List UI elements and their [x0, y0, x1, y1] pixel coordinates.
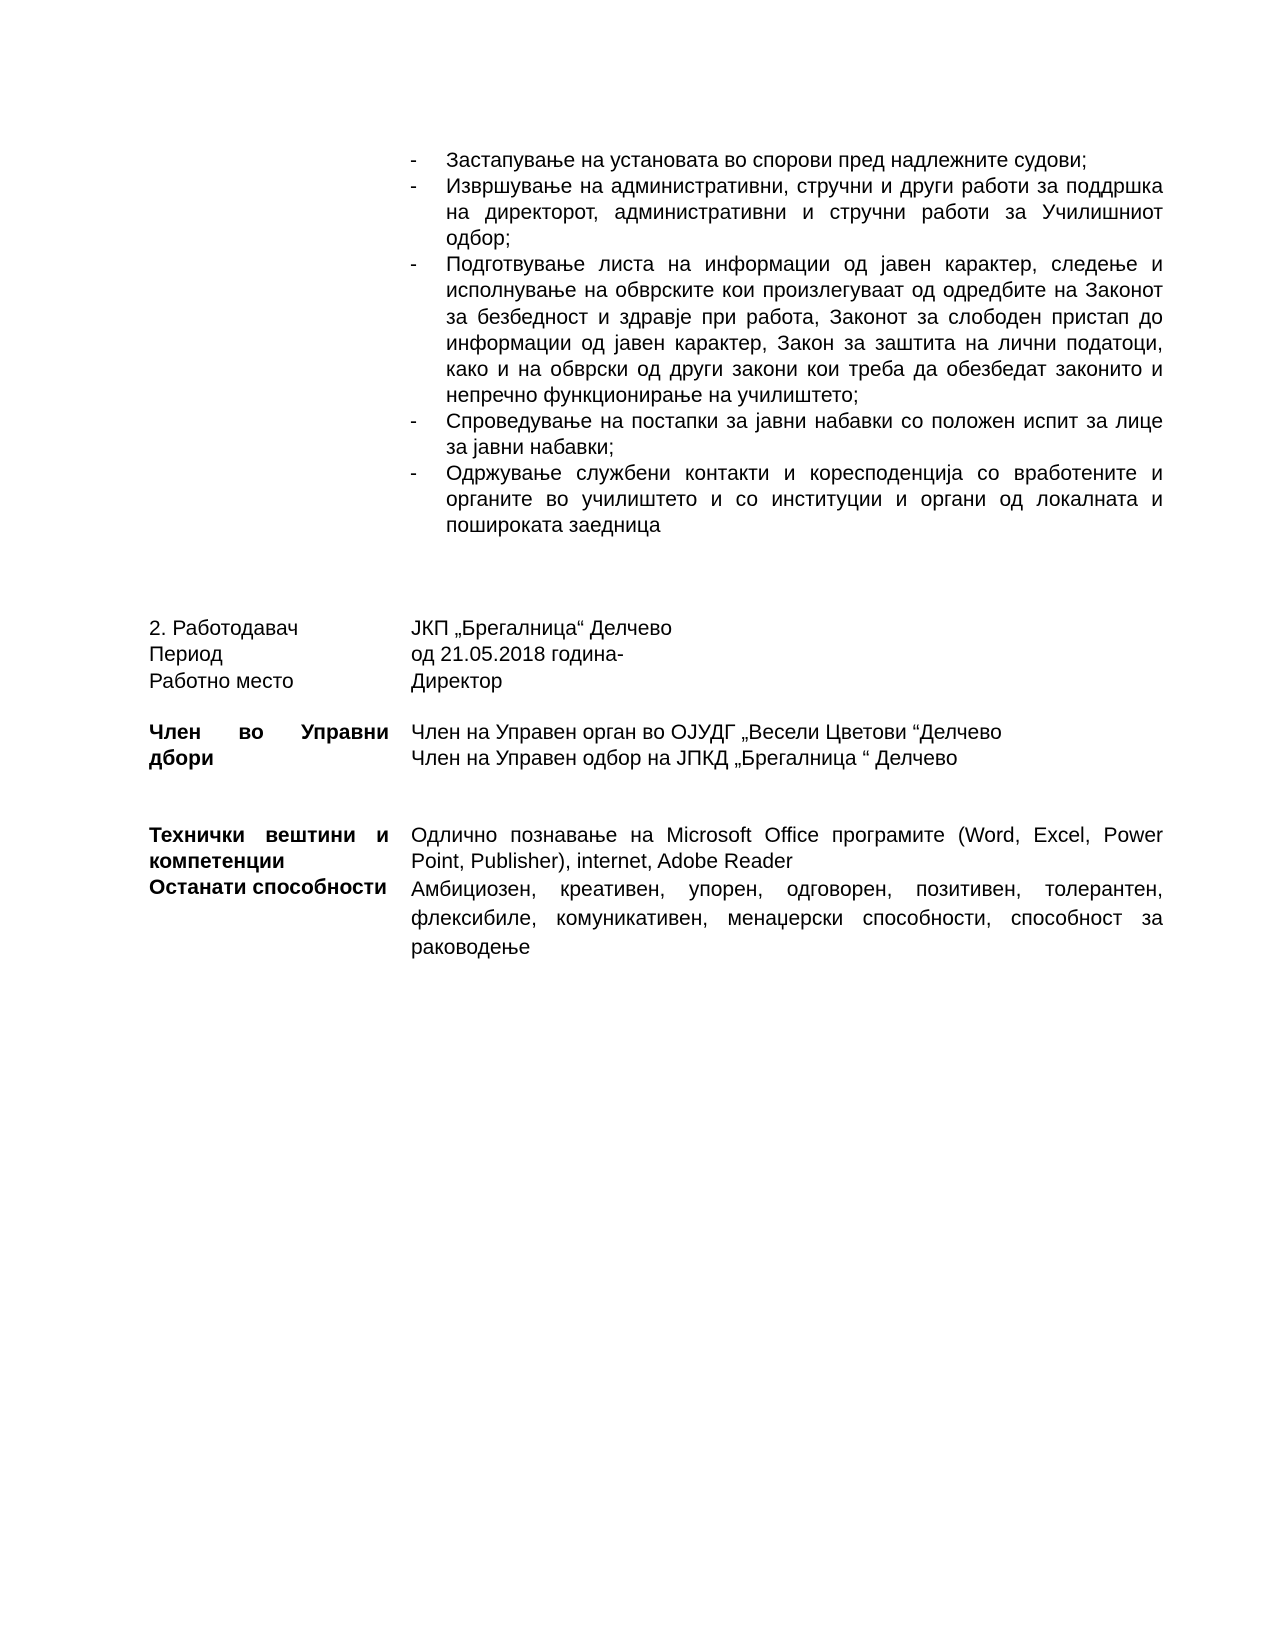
technical-skills-value: Одлично познавање на Microsoft Office програмите (Word, Excel, Power Point, Publisher), internet, Adobe Reader — [411, 824, 1163, 874]
board-line: Член на Управен орган во ОЈУДГ „Весели Цветови “Делчево — [411, 721, 1002, 744]
position-label: Работно место — [149, 669, 294, 693]
board-line: Член на Управен одбор на ЈПКД „Брегалница “ Делчево — [411, 747, 958, 771]
duty-text: Подготвување листа на информации од јавен карактер, следење и исполнување на обврските кои произлегуваат од одредбите на Законот за безбедност и здравје при работа, Законот за слободен пристап до информации од јавен карактер, Закон за заштита на лични податоци, како и на обврски од други закони кои треба да обезбедат законито и непречно функционирање на училиштето; — [446, 253, 1163, 407]
list-item — [410, 174, 1163, 252]
period-label: Период — [149, 643, 223, 667]
employer-value: ЈКП „Брегалница“ Делчево — [411, 617, 673, 640]
duties-list — [410, 148, 1163, 539]
list-item — [410, 409, 1163, 461]
bullet-dash: - — [410, 175, 417, 199]
duty-text: Застапување на установата во спорови пред надлежните судови; — [446, 149, 1088, 172]
employment-labels — [149, 616, 389, 695]
position-value: Директор — [411, 669, 503, 693]
list-item — [410, 252, 1163, 409]
other-skills-value: Амбициозен, креативен, упорен, одговорен, позитивен, толерантен, флексибиле, комуникативен, менаџерски способности, способност за раководење — [411, 878, 1163, 959]
boards-values — [411, 720, 1163, 773]
other-skills-label: Останати способности — [149, 876, 387, 899]
list-item — [410, 148, 1163, 174]
technical-skills-label: Технички вештини и компетенции — [149, 824, 389, 874]
employment-values — [411, 616, 1163, 695]
boards-label: Член во Управни дбори — [149, 721, 389, 771]
period-value: од 21.05.2018 година- — [411, 643, 624, 667]
bullet-dash: - — [410, 409, 417, 433]
bullet-dash: - — [410, 462, 417, 486]
employer-label: 2. Работодавач — [149, 617, 299, 640]
duty-text: Спроведување на постапки за јавни набавки со положен испит за лице за јавни набавки; — [446, 409, 1163, 460]
list-item — [410, 461, 1163, 539]
duty-text: Одржување службени контакти и коресподенција со вработените и органите во училиштето и со институции и органи од локалната и пошироката заедница — [446, 462, 1163, 538]
duty-text: Извршување на административни, стручни и други работи за поддршка на директорот, административни и стручни работи за Училишниот одбор; — [446, 175, 1163, 251]
bullet-dash: - — [410, 149, 417, 172]
bullet-dash: - — [410, 253, 417, 277]
